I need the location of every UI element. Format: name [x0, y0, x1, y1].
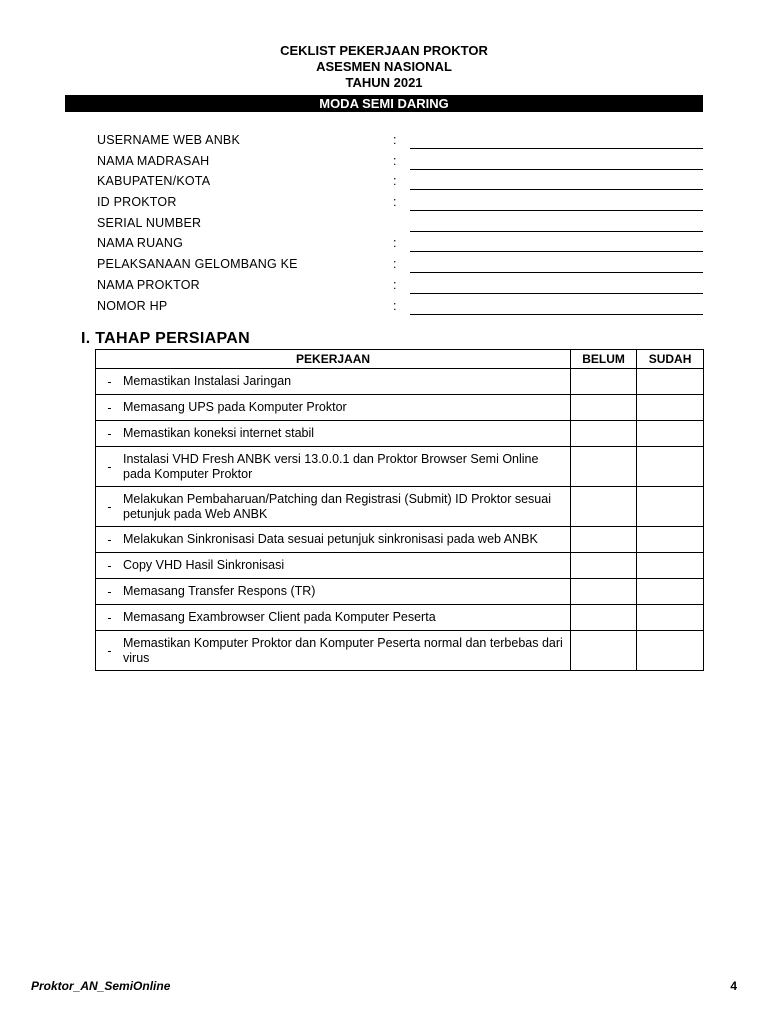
page-number: 4 — [730, 979, 737, 993]
table-row — [96, 487, 704, 527]
sudah-checkbox-cell[interactable] — [637, 553, 704, 579]
field-label: SERIAL NUMBER — [97, 215, 202, 230]
field-nama-ruang — [97, 233, 703, 254]
table-row — [96, 395, 704, 421]
table-header-row — [96, 350, 704, 369]
field-colon: : — [393, 153, 397, 168]
sudah-checkbox-cell[interactable] — [637, 395, 704, 421]
sudah-checkbox-cell[interactable] — [637, 527, 704, 553]
bullet-dash: - — [107, 400, 112, 415]
task-text: Melakukan Sinkronisasi Data sesuai petunjuk sinkronisasi pada web ANBK — [123, 532, 538, 546]
task-text: Memasang UPS pada Komputer Proktor — [123, 400, 347, 414]
field-nama-proktor — [97, 275, 703, 296]
bullet-dash: - — [107, 532, 112, 547]
field-blank-line[interactable] — [410, 169, 703, 170]
mode-banner: MODA SEMI DARING — [65, 95, 703, 112]
bullet-dash: - — [107, 374, 112, 389]
belum-checkbox-cell[interactable] — [571, 605, 637, 631]
field-label: PELAKSANAAN GELOMBANG KE — [97, 257, 298, 272]
task-cell — [96, 631, 571, 671]
belum-checkbox-cell[interactable] — [571, 487, 637, 527]
identity-fields — [97, 130, 703, 316]
belum-checkbox-cell[interactable] — [571, 579, 637, 605]
table-row — [96, 631, 704, 671]
title-line-2: ASESMEN NASIONAL — [316, 59, 452, 74]
field-label: NAMA RUANG — [97, 236, 184, 251]
table-row — [96, 369, 704, 395]
field-blank-line[interactable] — [410, 210, 703, 211]
column-header-belum: BELUM — [571, 350, 637, 369]
field-serial-number — [97, 213, 703, 234]
field-blank-line[interactable] — [410, 189, 703, 190]
task-cell — [96, 579, 571, 605]
field-blank-line[interactable] — [410, 251, 703, 252]
field-gelombang — [97, 254, 703, 275]
belum-checkbox-cell[interactable] — [571, 395, 637, 421]
sudah-checkbox-cell[interactable] — [637, 487, 704, 527]
belum-checkbox-cell[interactable] — [571, 421, 637, 447]
field-colon: : — [393, 236, 397, 251]
belum-checkbox-cell[interactable] — [571, 527, 637, 553]
sudah-checkbox-cell[interactable] — [637, 447, 704, 487]
field-colon: : — [393, 257, 397, 272]
field-nama-madrasah — [97, 151, 703, 172]
field-label: ID PROKTOR — [97, 195, 177, 210]
task-text: Copy VHD Hasil Sinkronisasi — [123, 558, 285, 572]
sudah-checkbox-cell[interactable] — [637, 631, 704, 671]
table-row — [96, 421, 704, 447]
field-label: NOMOR HP — [97, 298, 168, 313]
belum-checkbox-cell[interactable] — [571, 631, 637, 671]
table-row — [96, 447, 704, 487]
field-label: USERNAME WEB ANBK — [97, 133, 241, 147]
bullet-dash: - — [107, 643, 112, 658]
task-text: Memastikan Komputer Proktor dan Komputer Peserta normal dan terbebas dari virus — [123, 635, 563, 665]
bullet-dash: - — [107, 459, 112, 474]
checklist-table — [95, 349, 704, 671]
field-blank-line[interactable] — [410, 314, 703, 315]
task-text: Memastikan koneksi internet stabil — [123, 426, 315, 440]
field-colon: : — [393, 174, 397, 189]
field-blank-line[interactable] — [410, 293, 703, 294]
field-blank-line[interactable] — [410, 148, 703, 149]
bullet-dash: - — [107, 499, 112, 514]
field-label: KABUPATEN/KOTA — [97, 174, 211, 189]
belum-checkbox-cell[interactable] — [571, 369, 637, 395]
title-line-3: TAHUN 2021 — [345, 75, 423, 90]
field-nomor-hp — [97, 296, 703, 317]
task-text: Memasang Transfer Respons (TR) — [123, 584, 316, 598]
task-text: Melakukan Pembaharuan/Patching dan Registrasi (Submit) ID Proktor sesuai petunjuk pada Web ANBK — [123, 491, 551, 521]
field-blank-line[interactable] — [410, 231, 703, 232]
task-cell — [96, 447, 571, 487]
title-line-1: CEKLIST PEKERJAAN PROKTOR — [280, 43, 488, 58]
task-text: Memasang Exambrowser Client pada Komputer Peserta — [123, 610, 436, 624]
document-title — [0, 43, 768, 91]
table-row — [96, 527, 704, 553]
task-cell — [96, 369, 571, 395]
task-cell — [96, 527, 571, 553]
task-text: Instalasi VHD Fresh ANBK versi 13.0.0.1 dan Proktor Browser Semi Online pada Komputer Proktor — [123, 451, 539, 481]
bullet-dash: - — [107, 584, 112, 599]
field-label: NAMA PROKTOR — [97, 277, 200, 292]
bullet-dash: - — [107, 426, 112, 441]
belum-checkbox-cell[interactable] — [571, 447, 637, 487]
task-cell — [96, 605, 571, 631]
task-cell — [96, 395, 571, 421]
sudah-checkbox-cell[interactable] — [637, 421, 704, 447]
table-row — [96, 605, 704, 631]
column-header-pekerjaan: PEKERJAAN — [96, 350, 571, 369]
field-colon: : — [393, 133, 397, 147]
sudah-checkbox-cell[interactable] — [637, 605, 704, 631]
field-colon: : — [393, 277, 397, 292]
field-colon: : — [393, 195, 397, 210]
task-cell — [96, 487, 571, 527]
belum-checkbox-cell[interactable] — [571, 553, 637, 579]
task-cell — [96, 421, 571, 447]
field-colon: : — [393, 298, 397, 313]
field-id-proktor — [97, 192, 703, 213]
table-row — [96, 553, 704, 579]
sudah-checkbox-cell[interactable] — [637, 579, 704, 605]
field-username — [97, 130, 703, 151]
sudah-checkbox-cell[interactable] — [637, 369, 704, 395]
footer-document-name: Proktor_AN_SemiOnline — [31, 979, 171, 993]
section-title: I. TAHAP PERSIAPAN — [81, 330, 250, 347]
bullet-dash: - — [107, 610, 112, 625]
field-blank-line[interactable] — [410, 272, 703, 273]
task-text: Memastikan Instalasi Jaringan — [123, 374, 292, 388]
field-label: NAMA MADRASAH — [97, 153, 210, 168]
table-row — [96, 579, 704, 605]
field-kabupaten-kota — [97, 171, 703, 192]
bullet-dash: - — [107, 558, 112, 573]
task-cell — [96, 553, 571, 579]
column-header-sudah: SUDAH — [637, 350, 704, 369]
